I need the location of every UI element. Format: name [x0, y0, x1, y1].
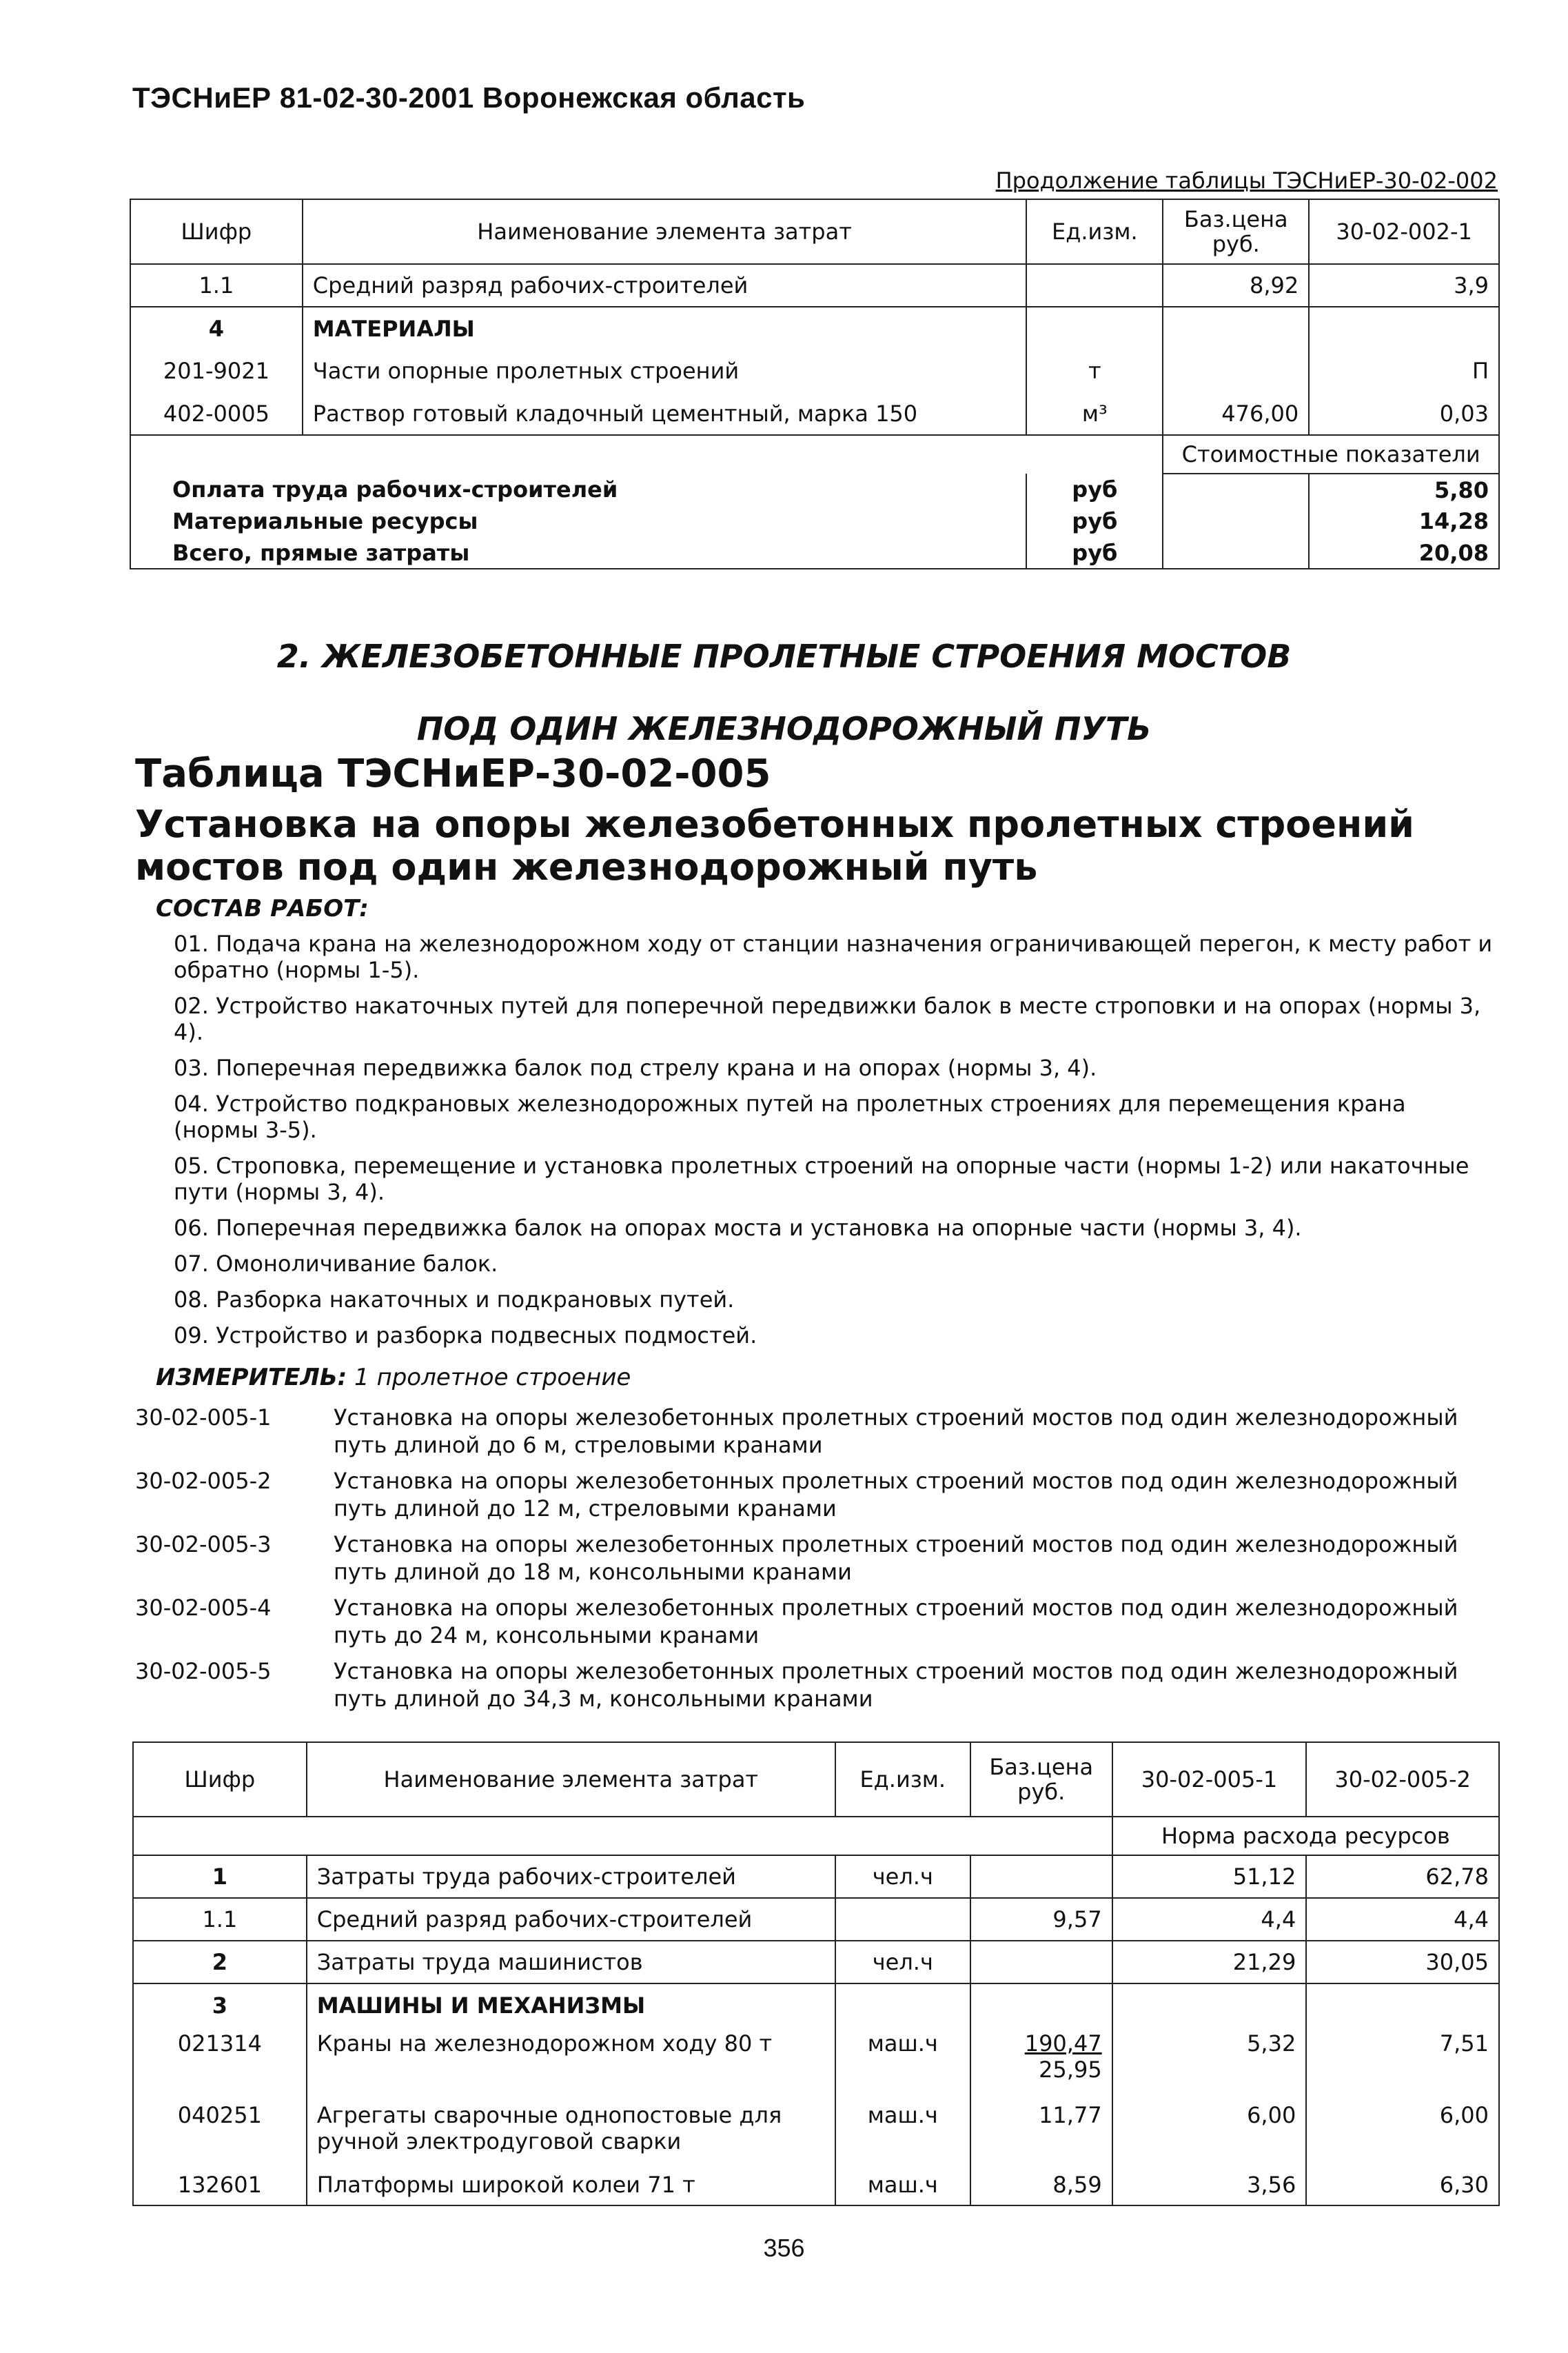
table-row [133, 1855, 1499, 1898]
table-row [133, 2164, 1499, 2205]
row-code: 2 [133, 1941, 307, 1983]
col-code-header: Шифр [133, 1742, 307, 1817]
row-name: МАТЕРИАЛЫ [303, 307, 1027, 350]
summary-label: Всего, прямые затраты [130, 537, 1026, 569]
summary-row [130, 537, 1499, 569]
list-item: 03. Поперечная передвижка балок под стрелу крана и на опорах (нормы 3, 4). [174, 1055, 1097, 1081]
resource-norms-table [132, 1741, 1500, 2206]
row-code: 402-0005 [130, 392, 303, 435]
row-norm1: 5,32 [1112, 2026, 1307, 2098]
col-unit-header: Ед.изм. [1026, 199, 1163, 264]
table-row [133, 1941, 1499, 1983]
list-item: 06. Поперечная передвижка балок на опорах моста и установка на опорные части (нормы 3, 4). [174, 1215, 1302, 1241]
list-item: 01. Подача крана на железнодорожном ходу от станции назначения ограничивающей перегон, к месту работ и обратно (нормы 1-5). [174, 931, 1493, 983]
variant-code: 30-02-005-3 [135, 1531, 272, 1557]
continuation-table [130, 199, 1500, 569]
row-code: 021314 [133, 2026, 307, 2098]
works-label: СОСТАВ РАБОТ: [156, 895, 369, 922]
table-row [130, 264, 1499, 307]
list-item: 04. Устройство подкрановых железнодорожных путей на пролетных строениях для перемещения крана (нормы 3-5). [174, 1091, 1406, 1143]
summary-label: Материальные ресурсы [130, 505, 1026, 537]
row-price [970, 1941, 1112, 1983]
row-price: 476,00 [1163, 392, 1309, 435]
norm-header-row [133, 1817, 1499, 1855]
row-code: 201-9021 [130, 350, 303, 392]
col-price-header: Баз.цена руб. [1163, 199, 1309, 264]
row-code: 3 [133, 1983, 307, 2026]
row-name: Затраты труда рабочих-строителей [307, 1855, 835, 1898]
norm-header: Норма расхода ресурсов [1112, 1817, 1499, 1855]
row-name: Краны на железнодорожном ходу 80 т [307, 2026, 835, 2098]
list-item [135, 1594, 1500, 1649]
page-number: 356 [763, 2234, 805, 2262]
row-unit: м³ [1026, 392, 1163, 435]
table-row [130, 307, 1499, 350]
variant-text: Установка на опоры железобетонных пролетных строений мостов под один железнодорожный путь длиной до 34,3 м, консольными кранами [334, 1658, 1458, 1712]
row-price: 8,59 [970, 2164, 1112, 2205]
cost-header-row [130, 435, 1499, 474]
row-price: 9,57 [970, 1898, 1112, 1941]
summary-value: 20,08 [1309, 537, 1499, 569]
table-header-row [130, 199, 1499, 264]
row-code: 4 [130, 307, 303, 350]
summary-unit: руб [1026, 537, 1163, 569]
summary-row [130, 505, 1499, 537]
col-norm2-header: 30-02-005-2 [1306, 1742, 1499, 1817]
row-norm1: 3,56 [1112, 2164, 1307, 2205]
col-code-header: Шифр [130, 199, 303, 264]
variant-text: Установка на опоры железобетонных пролетных строений мостов под один железнодорожный путь длиной до 6 м, стреловыми кранами [334, 1404, 1458, 1458]
meter-line [156, 1364, 631, 1391]
list-item: 05. Строповка, перемещение и установка пролетных строений на опорные части (нормы 1-2) или накаточные пути (нормы 3, 4). [174, 1153, 1469, 1205]
col-price-header: Баз.цена руб. [970, 1742, 1112, 1817]
section-title-line2: ПОД ОДИН ЖЕЛЕЗНОДОРОЖНЫЙ ПУТЬ [416, 710, 1152, 747]
variant-code: 30-02-005-2 [135, 1468, 272, 1494]
row-name: Затраты труда машинистов [307, 1941, 835, 1983]
variant-text: Установка на опоры железобетонных пролетных строений мостов под один железнодорожный путь длиной до 18 м, консольными кранами [334, 1531, 1458, 1585]
list-item: 08. Разборка накаточных и подкрановых путей. [174, 1286, 735, 1313]
table-continuation-caption: Продолжение таблицы ТЭСНиЕР-30-02-002 [995, 168, 1498, 194]
row-norm: 3,9 [1309, 264, 1499, 307]
row-price: 8,92 [1163, 264, 1309, 307]
list-item: 02. Устройство накаточных путей для поперечной передвижки балок в месте строповки и на опорах (нормы 3, 4). [174, 993, 1481, 1045]
table-row [133, 2026, 1499, 2098]
row-unit: маш.ч [835, 2164, 970, 2205]
col-norm-header: 30-02-002-1 [1309, 199, 1499, 264]
row-code: 040251 [133, 2098, 307, 2164]
main-title: Установка на опоры железобетонных пролетных строений мостов под один железнодорожный путь [135, 802, 1414, 889]
row-code: 1.1 [130, 264, 303, 307]
row-norm1: 21,29 [1112, 1941, 1307, 1983]
cost-indicators-header: Стоимостные показатели [1163, 435, 1499, 474]
row-unit: маш.ч [835, 2098, 970, 2164]
summary-value: 14,28 [1309, 505, 1499, 537]
variant-code: 30-02-005-1 [135, 1404, 272, 1431]
row-unit [835, 1983, 970, 2026]
row-unit [835, 1898, 970, 1941]
row-name: Части опорные пролетных строений [303, 350, 1027, 392]
row-name: Средний разряд рабочих-строителей [303, 264, 1027, 307]
variant-text: Установка на опоры железобетонных пролетных строений мостов под один железнодорожный путь длиной до 12 м, стреловыми кранами [334, 1468, 1458, 1522]
col-name-header: Наименование элемента затрат [303, 199, 1027, 264]
row-unit: т [1026, 350, 1163, 392]
row-name: Раствор готовый кладочный цементный, марка 150 [303, 392, 1027, 435]
variant-code: 30-02-005-4 [135, 1595, 272, 1621]
row-unit: чел.ч [835, 1941, 970, 1983]
row-norm2: 4,4 [1306, 1898, 1499, 1941]
row-norm: 0,03 [1309, 392, 1499, 435]
row-norm [1309, 307, 1499, 350]
row-norm2: 6,00 [1306, 2098, 1499, 2164]
document-header: ТЭСНиЕР 81-02-30-2001 Воронежская область [132, 81, 806, 114]
row-price-denominator: 25,95 [1039, 2057, 1102, 2083]
col-norm1-header: 30-02-005-1 [1112, 1742, 1307, 1817]
row-code: 1.1 [133, 1898, 307, 1941]
variant-text: Установка на опоры железобетонных пролетных строений мостов под один железнодорожный путь до 24 м, консольными кранами [334, 1595, 1458, 1648]
table-title: Таблица ТЭСНиЕР-30-02-005 [135, 751, 771, 796]
row-norm2 [1306, 1983, 1499, 2026]
section-title-line1: 2. ЖЕЛЕЗОБЕТОННЫЕ ПРОЛЕТНЫЕ СТРОЕНИЯ МОСТОВ [276, 638, 1292, 675]
row-norm1 [1112, 1983, 1307, 2026]
meter-label: ИЗМЕРИТЕЛЬ: [156, 1364, 347, 1391]
list-item: 07. Омоноличивание балок. [174, 1251, 498, 1277]
list-item: 09. Устройство и разборка подвесных подмостей. [174, 1322, 757, 1349]
col-name-header: Наименование элемента затрат [307, 1742, 835, 1817]
list-item [135, 1657, 1500, 1713]
row-unit: чел.ч [835, 1855, 970, 1898]
col-unit-header: Ед.изм. [835, 1742, 970, 1817]
summary-unit: руб [1026, 474, 1163, 505]
summary-label: Оплата труда рабочих-строителей [130, 474, 1026, 505]
row-norm1: 51,12 [1112, 1855, 1307, 1898]
works-list [174, 931, 1497, 1358]
row-unit: маш.ч [835, 2026, 970, 2098]
summary-row [130, 474, 1499, 505]
row-norm: П [1309, 350, 1499, 392]
row-name: Средний разряд рабочих-строителей [307, 1898, 835, 1941]
row-code: 132601 [133, 2164, 307, 2205]
row-price [970, 2026, 1112, 2098]
table-row [133, 1898, 1499, 1941]
row-norm2: 30,05 [1306, 1941, 1499, 1983]
table-row [130, 392, 1499, 435]
row-price [970, 1855, 1112, 1898]
list-item [135, 1531, 1500, 1586]
table-header-row [133, 1742, 1499, 1817]
meter-value: 1 пролетное строение [354, 1364, 631, 1391]
row-norm1: 6,00 [1112, 2098, 1307, 2164]
row-norm2: 7,51 [1306, 2026, 1499, 2098]
row-price: 11,77 [970, 2098, 1112, 2164]
row-norm2: 6,30 [1306, 2164, 1499, 2205]
row-name: МАШИНЫ И МЕХАНИЗМЫ [307, 1983, 835, 2026]
variant-code: 30-02-005-5 [135, 1658, 272, 1684]
table-row [130, 350, 1499, 392]
variants-list [135, 1404, 1500, 1721]
list-item [135, 1404, 1500, 1459]
row-norm2: 62,78 [1306, 1855, 1499, 1898]
table-row [133, 1983, 1499, 2026]
summary-unit: руб [1026, 505, 1163, 537]
summary-value: 5,80 [1309, 474, 1499, 505]
row-price [970, 1983, 1112, 2026]
row-price [1163, 350, 1309, 392]
row-name: Платформы широкой колеи 71 т [307, 2164, 835, 2205]
table-row [133, 2098, 1499, 2164]
row-unit [1026, 307, 1163, 350]
row-unit [1026, 264, 1163, 307]
row-price [1163, 307, 1309, 350]
row-norm1: 4,4 [1112, 1898, 1307, 1941]
row-name: Агрегаты сварочные однопостовые для ручной электродуговой сварки [307, 2098, 835, 2164]
row-price-numerator: 190,47 [1024, 2030, 1102, 2057]
list-item [135, 1467, 1500, 1522]
row-code: 1 [133, 1855, 307, 1898]
